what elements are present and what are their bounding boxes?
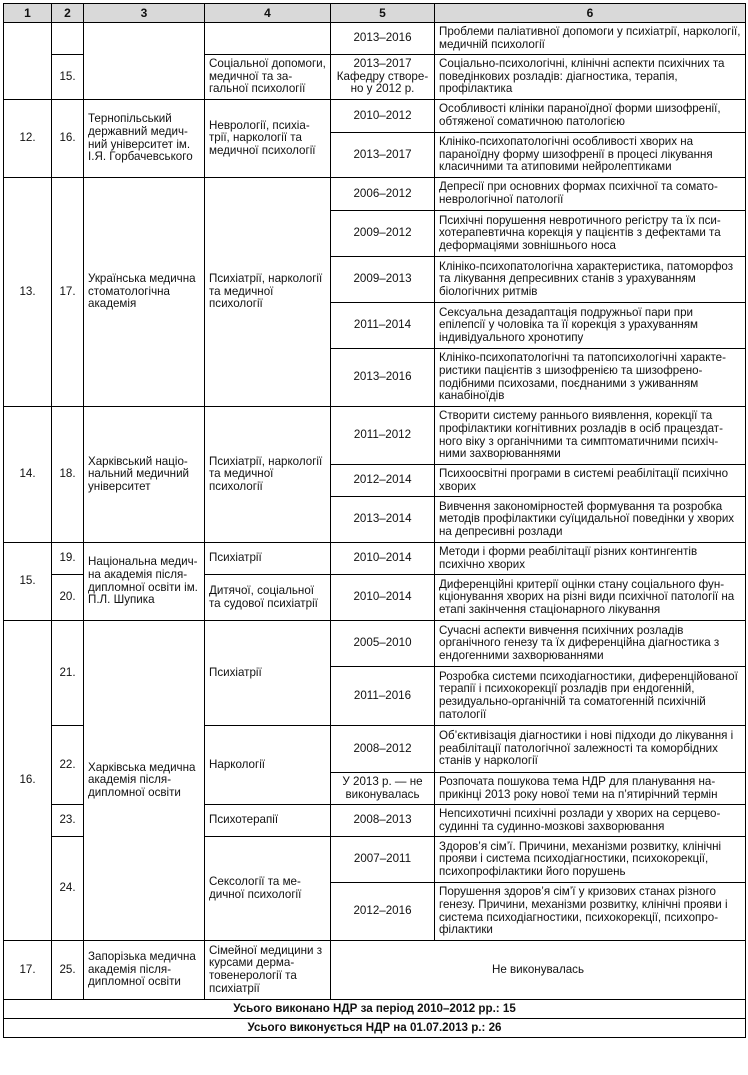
period-cell: 2010–2014 [331, 575, 435, 621]
table-row [4, 941, 746, 1000]
header-cell: 5 [331, 4, 435, 23]
period-cell: 2011–2016 [331, 667, 435, 726]
period-cell: 2013–2014 [331, 497, 435, 543]
subrow-number: 23. [52, 805, 84, 837]
subrow-number: 16. [52, 100, 84, 178]
row-number: 13. [4, 178, 52, 407]
subrow-number [52, 23, 84, 55]
header-cell: 4 [205, 4, 331, 23]
subrow-number: 17. [52, 178, 84, 407]
not-performed-cell: Не виконувалась [331, 941, 746, 1000]
topic-cell: Сучасні аспекти вивчення психічних розладів органічного генезу та їх диференційна діагностика з ендогенними захворюваннями [435, 621, 746, 667]
table-row [4, 543, 746, 575]
department-cell: Сімейної медицини з курсами дерматовенерології та психіатрії [205, 941, 331, 1000]
university-cell: Українська медична стоматологічна академія [84, 178, 205, 407]
department-cell: Соціальної допомоги, медичної та загальної психології [205, 55, 331, 100]
period-cell: 2011–2012 [331, 407, 435, 465]
subrow-number: 18. [52, 407, 84, 543]
period-cell: 2005–2010 [331, 621, 435, 667]
row-number: 15. [4, 543, 52, 621]
subrow-number: 21. [52, 621, 84, 726]
topic-cell: Клініко-психопатологічна характеристика, патоморфоз та лікування депресивних станів з урахуванням біологічних ритмів [435, 257, 746, 303]
topic-cell: Порушення здоров’я сім’ї у кризових станах різного генезу. Причини, механізми розвитку, клінічні прояви і система психодіагностики, психокорекції, психопрофілактики [435, 883, 746, 941]
subrow-number: 20. [52, 575, 84, 621]
row-number: 17. [4, 941, 52, 1000]
table-row [4, 23, 746, 55]
topic-cell: Клініко-психопатологічні та патопсихологічні характеристики пацієнтів з шизофренією та шизофреноподібними психозами, поєднаними з уживанням канабіноїдів [435, 349, 746, 407]
topic-cell: Психоосвітні програми в системі реабілітації психічно хворих [435, 465, 746, 497]
subrow-number: 15. [52, 55, 84, 100]
research-table [3, 3, 746, 1038]
header-cell: 1 [4, 4, 52, 23]
period-cell: 2008–2013 [331, 805, 435, 837]
topic-cell: Створити систему раннього виявлення, корекції та профілактики когнітивних розладів в осіб працездатного віку з органічними та симптоматичними психічними захворюваннями [435, 407, 746, 465]
department-cell: Психіатрії [205, 543, 331, 575]
department-cell: Наркології [205, 726, 331, 805]
header-cell: 6 [435, 4, 746, 23]
topic-cell: Особливості клініки параноїдної форми шизофренії, обтяженої соматичною патологією [435, 100, 746, 133]
university-cell [84, 23, 205, 100]
table-row [4, 621, 746, 667]
topic-cell: Здоров’я сім’ї. Причини, механізми розвитку, клінічні прояви і система психодіагностики, психокорекції, психопрофілактики його порушень [435, 837, 746, 883]
period-cell: 2013–2017 [331, 133, 435, 178]
department-cell: Психіатрії, наркології та медичної психології [205, 178, 331, 407]
department-cell: Психотерапії [205, 805, 331, 837]
period-cell: 2010–2014 [331, 543, 435, 575]
total-completed: Усього виконано НДР за період 2010–2012 рр.: 15 [4, 1000, 746, 1019]
topic-cell: Сексуальна дезадаптація подружньої пари при епілепсії у чоловіка та її корекція з урахуванням індивідуального хронотипу [435, 303, 746, 349]
department-cell [205, 23, 331, 55]
department-cell: Неврології, психіатрії, наркології та медичної психології [205, 100, 331, 178]
header-cell: 3 [84, 4, 205, 23]
university-cell: Національна медична академія післядипломної освіти ім. П.Л. Шупика [84, 543, 205, 621]
topic-cell: Депресії при основних формах психічної та соматоневрологічної патології [435, 178, 746, 211]
university-cell: Запорізька медична академія післядипломної освіти [84, 941, 205, 1000]
table-row [4, 100, 746, 133]
row-number: 14. [4, 407, 52, 543]
period-cell: 2009–2013 [331, 257, 435, 303]
topic-cell: Непсихотичні психічні розлади у хворих на серцевосудинні та судинно-мозкові захворювання [435, 805, 746, 837]
header-cell: 2 [52, 4, 84, 23]
university-cell: Тернопільський державний медичний університет ім. І.Я. Горбачевського [84, 100, 205, 178]
topic-cell: Розпочата пошукова тема НДР для планування наприкінці 2013 року нової теми на п’ятирічний термін [435, 773, 746, 805]
period-cell: 2008–2012 [331, 726, 435, 773]
subrow-number: 25. [52, 941, 84, 1000]
topic-cell: Вивчення закономірностей формування та розробка методів профілактики суїцидальної поведінки у хворих на депресивні розлади [435, 497, 746, 543]
topic-cell: Психічні порушення невротичного регістру та їх психотерапевтична корекція у пацієнтів з дефектами та деформаціями зовнішнього носа [435, 211, 746, 257]
department-cell: Психіатрії, наркології та медичної психології [205, 407, 331, 543]
period-cell: 2013–2017 Кафедру створено у 2012 р. [331, 55, 435, 100]
row-number: 16. [4, 621, 52, 941]
table-row [4, 407, 746, 465]
period-cell: 2011–2014 [331, 303, 435, 349]
topic-cell: Методи і форми реабілітації різних контингентів психічно хворих [435, 543, 746, 575]
topic-cell: Диференційні критерії оцінки стану соціального функціонування хворих на різні види психічної патології на етапі закінчення стаціонарного лікування [435, 575, 746, 621]
period-cell: У 2013 р. — не виконувалась [331, 773, 435, 805]
total-ongoing: Усього виконується НДР на 01.07.2013 р.: 26 [4, 1019, 746, 1038]
period-cell: 2012–2014 [331, 465, 435, 497]
research-table-wrapper [3, 3, 745, 1038]
topic-cell: Розробка системи психодіагностики, диференційованої терапії і психокорекції розладів при ендогенній, резидуально-органічній та соматогенній психічній патології [435, 667, 746, 726]
row-number [4, 23, 52, 100]
department-cell: Дитячої, соціальної та судової психіатрії [205, 575, 331, 621]
period-cell: 2007–2011 [331, 837, 435, 883]
total-row [4, 1019, 746, 1038]
subrow-number: 19. [52, 543, 84, 575]
university-cell: Харківська медична академія післядипломної освіти [84, 621, 205, 941]
department-cell: Сексології та медичної психології [205, 837, 331, 941]
row-number: 12. [4, 100, 52, 178]
topic-cell: Об’єктивізація діагностики і нові підходи до лікування і реабілітації патологічної залежності та коморбідних станів у наркології [435, 726, 746, 773]
topic-cell: Соціально-психологічні, клінічні аспекти психічних та поведінкових розладів: діагностика, терапія, профілактика [435, 55, 746, 100]
topic-cell: Проблеми паліативної допомоги у психіатрії, наркології, медичній психології [435, 23, 746, 55]
total-row [4, 1000, 746, 1019]
subrow-number: 22. [52, 726, 84, 805]
period-cell: 2009–2012 [331, 211, 435, 257]
university-cell: Харківський національний медичний університет [84, 407, 205, 543]
period-cell: 2012–2016 [331, 883, 435, 941]
period-cell: 2010–2012 [331, 100, 435, 133]
subrow-number: 24. [52, 837, 84, 941]
header-row [4, 4, 746, 23]
period-cell: 2013–2016 [331, 23, 435, 55]
period-cell: 2013–2016 [331, 349, 435, 407]
period-cell: 2006–2012 [331, 178, 435, 211]
topic-cell: Клініко-психопатологічні особливості хворих на параноїдну форму шизофренії в процесі лікування класичними та атиповими нейролептиками [435, 133, 746, 178]
table-row [4, 178, 746, 211]
department-cell: Психіатрії [205, 621, 331, 726]
